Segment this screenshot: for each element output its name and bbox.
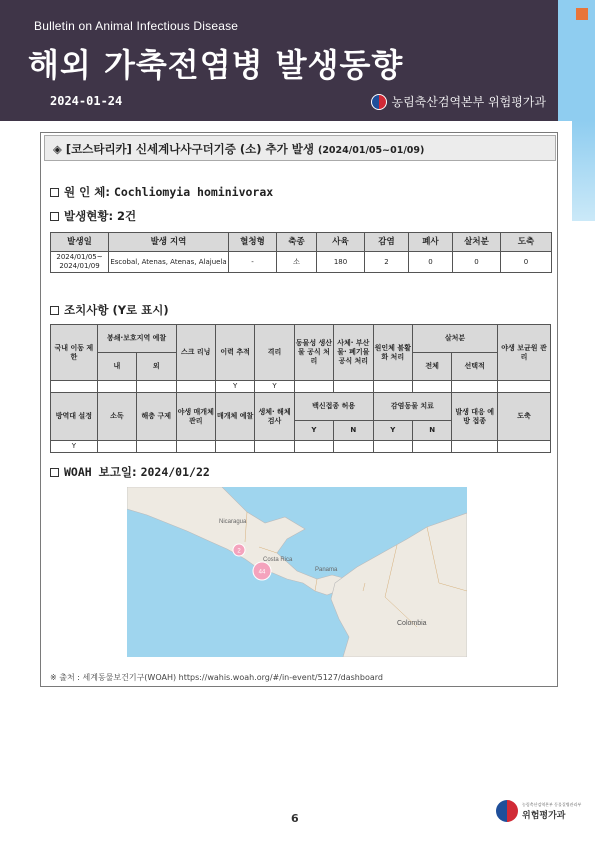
map-graphic [127,487,467,657]
bulletin-subtitle: Bulletin on Animal Infectious Disease [34,19,239,33]
measure-subheader: Y [294,421,333,441]
table-header: 발생 지역 [109,233,229,252]
government-seal-icon [371,94,387,110]
footer-logo [496,800,581,822]
measure-header: 생체· 해체 검사 [255,393,294,441]
measure-header: 발생 대응 예방 접종 [452,393,498,441]
measure-header: 야생 보균원 관리 [498,325,551,381]
report-title-box [44,135,556,161]
header-band [0,0,558,121]
map-label-nicaragua: Nicaragua [219,519,247,525]
map-label-costa-rica: Costa Rica [263,557,293,563]
measure-header: 사체· 부산물· 폐기물 공식 처리 [334,325,373,381]
map-label-panama: Panama [315,567,338,573]
footer-text [522,802,581,821]
checkbox-icon [50,306,59,315]
measure-value [452,441,498,453]
map-label-colombia: Colombia [397,620,427,627]
table-row [51,252,552,273]
measure-header: 원인체 불활화 처리 [373,325,412,381]
pathogen-line: 원 인 체: Cochliomyia hominivorax [50,184,273,200]
measure-value [412,381,451,393]
woah-date: 2024/01/22 [140,465,210,479]
measure-value [334,441,373,453]
measure-value [97,381,136,393]
table-cell: 2 [365,252,409,273]
measure-value [334,381,373,393]
status-value: 2건 [117,209,137,223]
status-line: 발생현황: 2건 [50,208,136,224]
table-cell: 0 [453,252,501,273]
outbreak-map [127,487,467,657]
table-header: 도축 [501,233,552,252]
report-title: [코스타리카] 신세계나사구더기증 (소) 추가 발생 [65,142,314,156]
measures-table [50,324,551,453]
measure-value [137,441,176,453]
issue-date: 2024-01-24 [50,94,123,108]
measure-subheader: 전체 [412,353,451,381]
page-number: 6 [291,812,299,825]
measure-header: 동물성 생산물 공식 처리 [294,325,333,381]
measure-value [255,441,294,453]
measure-header: 스크 리닝 [176,325,215,381]
measure-value [176,381,215,393]
woah-line: WOAH 보고일: 2024/01/22 [50,464,210,480]
measure-value [498,441,551,453]
measure-header: 방역대 설정 [51,393,98,441]
pathogen-value: Cochliomyia hominivorax [113,185,274,199]
central-america-land [127,487,365,595]
measure-value [97,441,136,453]
measures-header-row-2 [51,393,551,421]
table-header: 폐사 [409,233,453,252]
table-header: 혈청형 [229,233,277,252]
table-header-row [51,233,552,252]
status-label: 발생현황 [64,209,109,223]
measure-value [294,441,333,453]
table-header: 사육 [317,233,365,252]
measure-header: 살처분 [412,325,497,353]
measure-value [498,381,551,393]
measure-value: Y [215,381,254,393]
measures-header-row [51,325,551,353]
table-row [51,441,551,453]
measure-value: Y [255,381,294,393]
measures-line [50,302,169,318]
measure-header: 도축 [498,393,551,441]
header-accent-orange [576,8,588,20]
source-note: ※ 출처 : 세계동물보건기구(WOAH) https://wahis.woah.org/#/in-event/5127/dashboard [50,673,383,682]
measure-value [215,441,254,453]
measure-header: 야생 매개체 관리 [176,393,215,441]
measure-header: 국내 이동 제한 [51,325,98,381]
page-title: 해외 가축전염병 발생동향 [28,46,404,84]
measure-header: 격리 [255,325,294,381]
measure-header: 감염동물 치료 [373,393,452,421]
measures-label: 조치사항 (Y로 표시) [64,303,169,317]
table-cell: 소 [277,252,317,273]
measure-value [373,441,412,453]
measure-value [412,441,451,453]
measure-header: 해충 구제 [137,393,176,441]
report-period: (2024/01/05~01/09) [317,145,425,156]
pathogen-label: 원 인 체 [64,185,106,199]
table-cell: 0 [501,252,552,273]
table-header: 축종 [277,233,317,252]
measure-header: 백신접종 허용 [294,393,373,421]
measure-value: Y [51,441,98,453]
cluster-count-small: 2 [237,548,241,555]
measure-header: 봉쇄·보호지역 예찰 [97,325,176,353]
measure-value [51,381,98,393]
measure-value [176,441,215,453]
table-cell: - [229,252,277,273]
measure-subheader: Y [373,421,412,441]
checkbox-icon [50,212,59,221]
measure-subheader: N [334,421,373,441]
measure-value [373,381,412,393]
side-accent-strip [572,121,595,221]
table-row [51,381,551,393]
measure-subheader: 외 [137,353,176,381]
measure-header: 소독 [97,393,136,441]
outbreak-table [50,232,552,273]
measure-subheader: N [412,421,451,441]
header-org [371,93,546,110]
checkbox-icon [50,468,59,477]
diamond-icon: ◈ [53,142,66,156]
table-header: 감염 [365,233,409,252]
footer-dept: 위험평가과 [522,810,566,821]
table-header: 살처분 [453,233,501,252]
cluster-count-large: 44 [258,569,266,576]
table-cell: 2024/01/05~ 2024/01/09 [51,252,109,273]
table-cell: 180 [317,252,365,273]
measure-value [137,381,176,393]
checkbox-icon [50,188,59,197]
measure-subheader: 내 [97,353,136,381]
table-cell: Escobal, Atenas, Atenas, Alajuela [109,252,229,273]
government-seal-icon [496,800,518,822]
measure-header: 이력 추적 [215,325,254,381]
footer-org: 농림축산검역본부 동물질병관리부 [522,801,582,807]
measure-subheader: 선택적 [452,353,498,381]
measure-value [294,381,333,393]
table-cell: 0 [409,252,453,273]
measure-value [452,381,498,393]
woah-label: WOAH 보고일 [64,465,132,479]
header-org-name: 농림축산검역본부 위험평가과 [391,95,546,109]
table-header: 발생일 [51,233,109,252]
measure-header: 매개체 예찰 [215,393,254,441]
